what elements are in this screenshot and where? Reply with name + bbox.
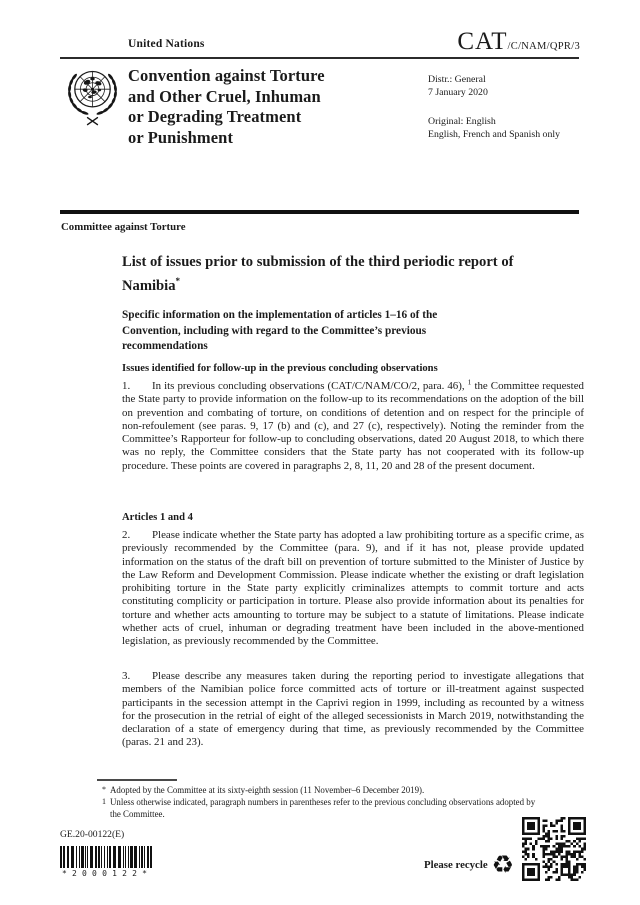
convention-title-line: Convention against Torture: [128, 66, 325, 85]
paragraph-text: Please describe any measures taken during the reporting period to investigate allegations that members of the Namibian police force committed acts of torture or ill-treatment against suspected participants in the secession attempt in the Caprivi region in 1999, including as recounted by a witness for the prosecution in the retrial of eight of the alleged secessionists in March 2019, notwithstanding the declaration of a state of emergency during that time, as previously recommended by the Committee (paras. 21 and 23).: [122, 670, 584, 749]
paragraph-3: [122, 670, 584, 750]
paragraph-number: 1.: [122, 380, 131, 392]
section-heading-articles: Articles 1 and 4: [122, 512, 193, 523]
footnote-divider: [97, 779, 177, 781]
footnote-reference: 1: [467, 377, 472, 387]
section-heading-followup: Issues identified for follow-up in the previous concluding observations: [122, 363, 438, 374]
barcode-text: *2000122*: [62, 869, 153, 878]
footnotes-block: [96, 785, 538, 820]
qr-code: [522, 817, 586, 881]
paragraph-number: 2.: [122, 529, 131, 541]
paragraph-1: [122, 377, 584, 473]
distr-line: Distr.: General: [428, 74, 486, 85]
un-org-label: United Nations: [128, 38, 205, 50]
recycle-label: Please recycle: [424, 858, 488, 871]
un-emblem-icon: [63, 65, 122, 139]
recycle-icon: ♻: [491, 850, 515, 879]
footnote-1: [96, 797, 538, 821]
header-divider: [60, 57, 579, 59]
date-line: 7 January 2020: [428, 87, 488, 98]
document-title: [122, 253, 574, 296]
title-footnote-marker: *: [175, 276, 181, 286]
paragraph-text: the Committee requested the State party to provide information on the follow-up to its recommendations on the adoption of the bill on prevention and combating of torture, on conditions of detention and on respect for the principle of non-refoulement (see paras. 9, 17 (b) and (c), and 27 (c), respectively). Noting the reminder from the Committee’s Rapporteur for follow-up to concluding observations, dated 20 August 2018, to which there was no reply, the Committee considers that the State party has not cooperated with its follow-up procedure. These points are covered in paragraphs 2, 8, 11, 20 and 28 of the present document.: [122, 380, 584, 472]
convention-title-line: and Other Cruel, Inhuman: [128, 86, 321, 106]
paragraph-text: Please indicate whether the State party has adopted a law prohibiting torture as a specific crime, as previously recommended by the Committee (para. 9), and if it has not, please provide updated information on the status of the draft bill on prevention of torture submitted to the Minister of Justice by the Law Reform and Development Commission. Please indicate whether the existing or draft legislation prohibiting torture in the State party explicitly criminalizes attempts to commit torture and acts constituting complicity or participation in torture. Please also provide information about its penalties for torture and whether acts amounting to torture may be subject to a statute of limitations. Please indicate whether acts of cruel, inhuman or degrading treatment have been included in the above-mentioned legislation, as previously recommended by the Committee.: [122, 529, 584, 648]
document-symbol-main: CAT: [457, 28, 508, 55]
please-recycle: [424, 852, 514, 877]
paragraph-number: 3.: [122, 670, 131, 682]
footnote-marker: 1: [102, 796, 106, 806]
committee-label: Committee against Torture: [61, 221, 186, 233]
convention-title: [128, 66, 428, 148]
distribution-info: [428, 73, 560, 141]
document-symbol: [457, 28, 580, 56]
footnote-text: Adopted by the Committee at its sixty-eighth session (11 November–6 December 2019).: [110, 785, 425, 795]
barcode: [60, 846, 158, 878]
document-symbol-suffix: /C/NAM/QPR/3: [507, 41, 580, 52]
footnote-text: Unless otherwise indicated, paragraph numbers in parentheses refer to the previous concluding observations adopted by the Committee.: [110, 796, 536, 819]
footnote-star: [96, 785, 538, 797]
paragraph-text: In its previous concluding observations (CAT/C/NAM/CO/2, para. 46),: [152, 380, 465, 392]
document-subtitle: Specific information on the implementation of articles 1–16 of the Convention, including with regard to the Committee’s previous recommendations: [122, 309, 438, 352]
convention-title-line: or Punishment: [128, 127, 234, 147]
document-title-text: List of issues prior to submission of the third periodic report of Namibia: [122, 254, 514, 294]
original-language-line: Original: English: [428, 116, 496, 127]
convention-title-line: or Degrading Treatment: [128, 107, 302, 126]
languages-line: English, French and Spanish only: [428, 129, 560, 140]
paragraph-2: [122, 529, 584, 649]
ge-number: GE.20-00122(E): [60, 829, 125, 840]
footnote-marker: *: [102, 785, 106, 794]
section-divider-bar: [60, 210, 579, 214]
